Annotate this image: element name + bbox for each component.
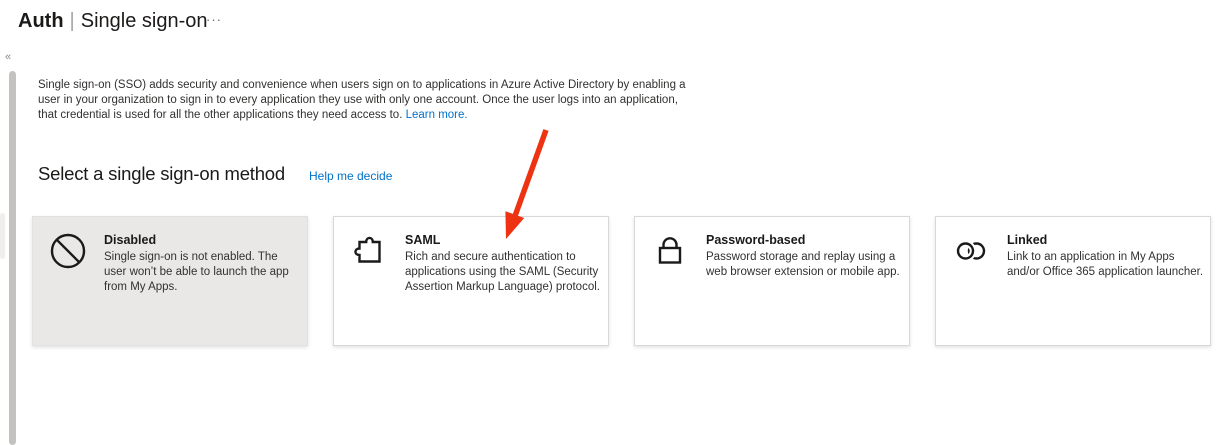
card-description: Single sign-on is not enabled. The user won’t be able to launch the app from My Apps. [104, 251, 289, 293]
section-header [38, 163, 392, 185]
link-icon [951, 231, 991, 271]
card-title: Disabled [104, 233, 157, 247]
page-scrollbar-fragment [0, 213, 5, 259]
page-title-primary: Auth [18, 10, 64, 32]
card-text [706, 231, 904, 345]
block-icon [48, 231, 88, 271]
card-description: Password storage and replay using a web browser extension or mobile app. [706, 251, 900, 278]
more-options-icon[interactable]: ··· [206, 12, 222, 27]
card-title: Linked [1007, 233, 1048, 247]
card-description: Rich and secure authentication to applications using the SAML (Security Assertion Markup Language) protocol. [405, 251, 600, 293]
card-description: Link to an application in My Apps and/or Office 365 application launcher. [1007, 251, 1204, 278]
sso-method-cards [32, 216, 1211, 346]
page-title [18, 10, 208, 33]
card-text [405, 231, 603, 345]
page-title-separator: | [69, 10, 75, 32]
card-title: Password-based [706, 233, 806, 247]
sso-method-card-saml[interactable] [333, 216, 609, 346]
sso-method-card-disabled[interactable] [32, 216, 308, 346]
learn-more-link[interactable]: Learn more. [405, 109, 468, 122]
card-text [104, 231, 302, 345]
sso-intro-text: Single sign-on (SSO) adds security and convenience when users sign on to applications in Azure Active Directory by enabling a user in your organization to sign in to every application they use with only one account. Once the user logs into an application, that credential is used for all the other applications they need access to. [38, 79, 686, 122]
puzzle-icon [349, 231, 389, 271]
lock-icon [650, 231, 690, 271]
collapse-menu-icon[interactable]: « [5, 51, 12, 63]
page-title-secondary: Single sign-on [80, 10, 208, 32]
sso-intro [38, 78, 690, 124]
menu-scrollbar-thumb[interactable] [9, 71, 16, 445]
sso-method-card-linked[interactable] [935, 216, 1211, 346]
section-heading: Select a single sign-on method [38, 163, 285, 184]
card-text [1007, 231, 1205, 345]
help-me-decide-link[interactable]: Help me decide [308, 169, 393, 183]
sso-method-card-password-based[interactable] [634, 216, 910, 346]
card-title: SAML [405, 233, 441, 247]
